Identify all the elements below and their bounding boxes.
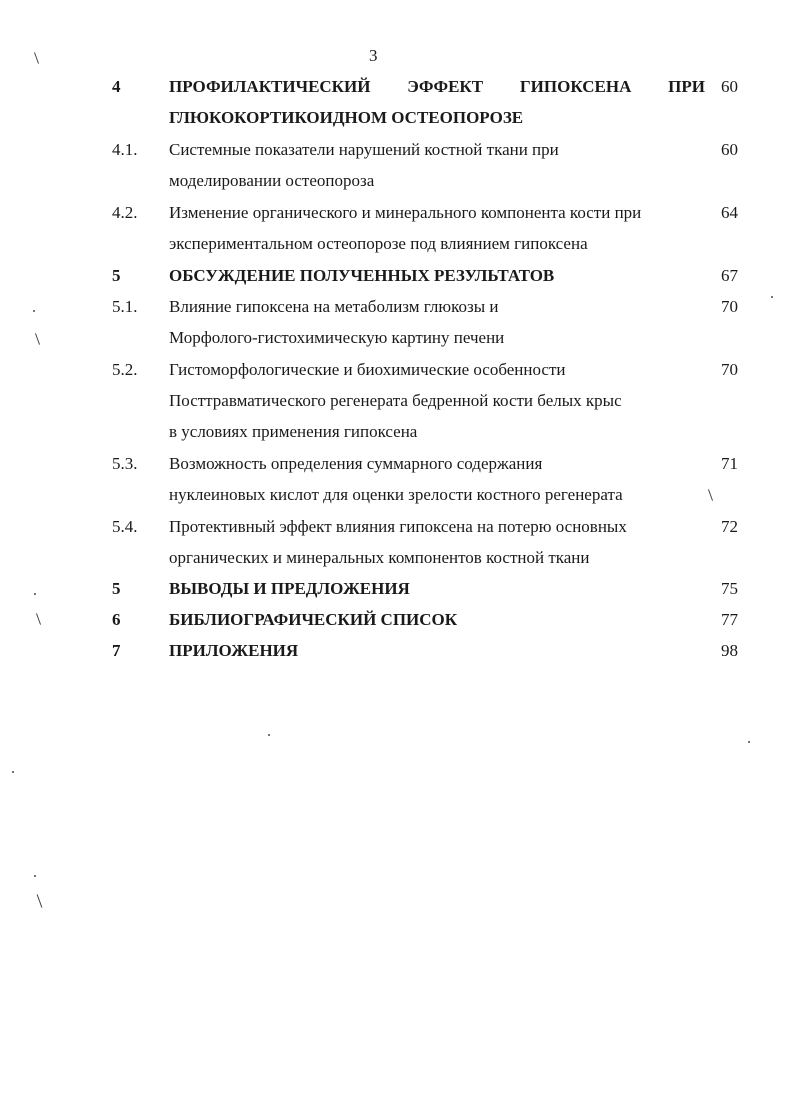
toc-entry-title: Системные показатели нарушений костной ткани при [169,140,559,159]
scan-mark [37,894,43,907]
toc-entry-4-1 [0,136,799,164]
toc-entry-number: 5.4. [112,517,138,536]
toc-entry-7 [0,637,799,665]
toc-entry-number: 5.1. [112,297,138,316]
toc-entry-title: Влияние гипоксена на метаболизм глюкозы и [169,297,499,316]
toc-entry-title: БИБЛИОГРАФИЧЕСКИЙ СПИСОК [169,610,458,629]
toc-entry-title-continued: экспериментальном остеопорозе под влиянием гипоксена [169,234,588,253]
toc-entry-page: 60 [721,77,738,96]
toc-entry-5-2 [0,356,799,384]
scan-dot [34,875,36,877]
toc-entry-number: 5 [112,266,121,285]
toc-entry-title-continued: Посттравматического регенерата бедренной кости белых крыс [169,391,622,410]
toc-entry-title-continued: в условиях применения гипоксена [169,422,418,441]
toc-entry-4-2 [0,199,799,227]
toc-entry-number: 5.3. [112,454,138,473]
scan-dot [34,593,36,595]
toc-entry-number: 4 [112,77,121,96]
toc-entry-page: 70 [721,297,738,316]
toc-entry-page: 71 [721,454,738,473]
toc-entry-6 [0,606,799,634]
toc-entry-page: 75 [721,579,738,598]
toc-entry-title-continued: моделировании остеопороза [169,171,375,190]
toc-entry-page: 64 [721,203,738,222]
toc-entry-5 [0,262,799,290]
scan-dot [12,771,14,773]
toc-entry-title: Возможность определения суммарного содержания [169,454,543,473]
scan-dot [268,734,270,736]
toc-entry-title-continued: Морфолого-гистохимическую картину печени [169,328,505,347]
toc-entry-number: 6 [112,610,121,629]
toc-entry-title: Гистоморфологические и биохимические особенности [169,360,566,379]
toc-entry-title: ПРОФИЛАКТИЧЕСКИЙ ЭФФЕКТ ГИПОКСЕНА ПРИ [169,77,705,96]
scan-mark [34,52,39,64]
toc-entry-page: 60 [721,140,738,159]
toc-entry-number: 5.2. [112,360,138,379]
toc-entry-5-1 [0,293,799,321]
toc-entry-number: 7 [112,641,121,660]
toc-entry-number: 4.1. [112,140,138,159]
toc-entry-4 [0,73,799,101]
toc-entry-page: 98 [721,641,738,660]
toc-entry-number: 4.2. [112,203,138,222]
toc-entry-title: ВЫВОДЫ И ПРЕДЛОЖЕНИЯ [169,579,410,598]
toc-entry-title: ОБСУЖДЕНИЕ ПОЛУЧЕННЫХ РЕЗУЛЬТАТОВ [169,266,555,285]
toc-entry-title-continued: ГЛЮКОКОРТИКОИДНОМ ОСТЕОПОРОЗЕ [169,108,524,127]
toc-entry-page: 72 [721,517,738,536]
toc-entry-title-continued: органических и минеральных компонентов костной ткани [169,548,590,567]
toc-entry-conclusions [0,575,799,603]
scan-dot [33,310,35,312]
toc-entry-number: 5 [112,579,121,598]
toc-entry-page: 77 [721,610,738,629]
toc-entry-title: ПРИЛОЖЕНИЯ [169,641,299,660]
toc-entry-title-continued: нуклеиновых кислот для оценки зрелости костного регенерата [169,485,623,504]
toc-entry-5-3 [0,450,799,478]
scan-dot [748,741,750,743]
toc-entry-page: 70 [721,360,738,379]
toc-entry-page: 67 [721,266,738,285]
scan-dot [771,296,773,298]
toc-entry-title: Протективный эффект влияния гипоксена на потерю основных [169,517,627,536]
toc-entry-title: Изменение органического и минерального компонента кости при [169,203,642,222]
toc-entry-5-4 [0,513,799,541]
page-number: 3 [369,46,378,65]
